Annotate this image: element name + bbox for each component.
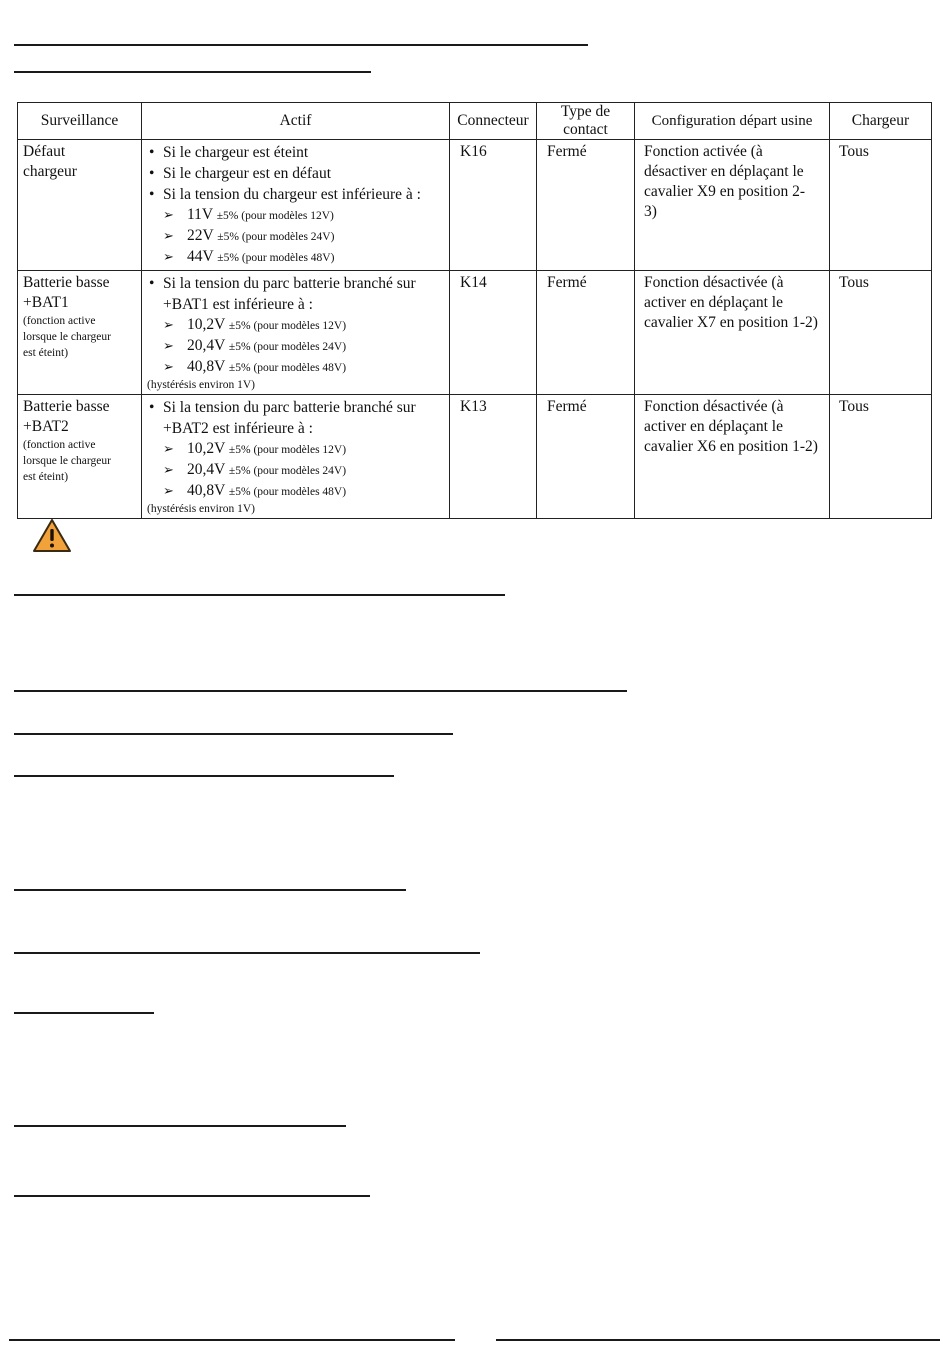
threshold-item: ➢ 40,8V ±5% (pour modèles 48V) [163, 358, 347, 375]
cell-contact: Fermé [537, 271, 635, 395]
cell-chargeur: Tous [830, 395, 932, 519]
cell-chargeur: Tous [830, 140, 932, 271]
redacted-line [14, 1195, 370, 1197]
list-item: • Si le chargeur est éteint [149, 144, 309, 161]
surveillance-label: Défaut chargeur [23, 143, 77, 180]
surveillance-label: Batterie basse +BAT2 [23, 398, 110, 435]
cell-contact: Fermé [537, 140, 635, 271]
column-header: Surveillance [18, 103, 142, 140]
redacted-line [14, 1125, 346, 1127]
threshold-item: ➢ 22V ±5% (pour modèles 24V) [163, 227, 335, 244]
column-header: Connecteur [450, 103, 537, 140]
cell-connecteur: K16 [450, 140, 537, 271]
arrow-bullet-icon: ➢ [163, 317, 174, 332]
threshold-item: ➢ 20,4V ±5% (pour modèles 24V) [163, 337, 347, 354]
redacted-line [14, 44, 588, 46]
surveillance-note: (fonction active lorsque le chargeur est éteint) [23, 439, 111, 483]
list-item: • Si la tension du chargeur est inférieure à : ➢ 11V ±5% (pour modèles 12V) ➢ 22V ±5% (pour modèles 24V) ➢ 44V ±5% (pour modèles 48V) [147, 184, 444, 268]
cell-contact: Fermé [537, 395, 635, 519]
cell-config: Fonction activée (à désactiver en déplaçant le cavalier X9 en position 2-3) [635, 140, 830, 271]
arrow-bullet-icon: ➢ [163, 462, 174, 477]
warning-triangle-icon [32, 518, 72, 554]
redacted-line [14, 889, 406, 891]
surveillance-label: Batterie basse +BAT1 [23, 274, 110, 311]
list-item: • Si le chargeur est en défaut [149, 165, 331, 182]
table-row [18, 271, 932, 395]
arrow-bullet-icon: ➢ [163, 228, 174, 243]
arrow-bullet-icon: ➢ [163, 441, 174, 456]
cell-actif [142, 271, 450, 395]
threshold-item: ➢ 20,4V ±5% (pour modèles 24V) [163, 461, 347, 478]
threshold-item: ➢ 40,8V ±5% (pour modèles 48V) [163, 482, 347, 499]
cell-chargeur: Tous [830, 271, 932, 395]
hysteresis-note: (hystérésis environ 1V) [147, 379, 255, 391]
arrow-bullet-icon: ➢ [163, 338, 174, 353]
redacted-line [14, 775, 394, 777]
column-header: Chargeur [830, 103, 932, 140]
arrow-bullet-icon: ➢ [163, 483, 174, 498]
threshold-item: ➢ 10,2V ±5% (pour modèles 12V) [163, 316, 347, 333]
redacted-line [9, 1339, 455, 1341]
threshold-item: ➢ 11V ±5% (pour modèles 12V) [163, 206, 334, 223]
arrow-bullet-icon: ➢ [163, 359, 174, 374]
cell-config: Fonction désactivée (à activer en déplaçant le cavalier X6 en position 1-2) [635, 395, 830, 519]
cell-surveillance [18, 271, 142, 395]
list-item: • Si la tension du parc batterie branché sur +BAT1 est inférieure à : ➢ 10,2V ±5% (pour modèles 12V) ➢ 20,4V ±5% (pour modèles 24V) ➢ 40,8V ±5% (pour modèles 48V) [147, 273, 444, 378]
column-header: Configuration départ usine [635, 103, 830, 140]
redacted-line [14, 594, 505, 596]
cell-surveillance [18, 140, 142, 271]
cell-connecteur: K14 [450, 271, 537, 395]
arrow-bullet-icon: ➢ [163, 207, 174, 222]
redacted-line [14, 1012, 154, 1014]
cell-actif [142, 395, 450, 519]
table-row [18, 140, 932, 271]
table-row [18, 395, 932, 519]
column-header: Actif [142, 103, 450, 140]
redacted-line [14, 952, 480, 954]
cell-connecteur: K13 [450, 395, 537, 519]
redacted-line [14, 733, 453, 735]
hysteresis-note: (hystérésis environ 1V) [147, 503, 255, 515]
cell-surveillance [18, 395, 142, 519]
arrow-bullet-icon: ➢ [163, 249, 174, 264]
cell-actif [142, 140, 450, 271]
relay-monitoring-table [17, 102, 932, 519]
redacted-line [14, 71, 371, 73]
redacted-line [14, 690, 627, 692]
surveillance-note: (fonction active lorsque le chargeur est éteint) [23, 315, 111, 359]
column-header: Type de contact [537, 103, 635, 140]
list-item: • Si la tension du parc batterie branché sur +BAT2 est inférieure à : ➢ 10,2V ±5% (pour modèles 12V) ➢ 20,4V ±5% (pour modèles 24V) ➢ 40,8V ±5% (pour modèles 48V) [147, 397, 444, 502]
table-header-row [18, 103, 932, 140]
threshold-item: ➢ 44V ±5% (pour modèles 48V) [163, 248, 335, 265]
redacted-line [496, 1339, 940, 1341]
cell-config: Fonction désactivée (à activer en déplaçant le cavalier X7 en position 1-2) [635, 271, 830, 395]
threshold-item: ➢ 10,2V ±5% (pour modèles 12V) [163, 440, 347, 457]
